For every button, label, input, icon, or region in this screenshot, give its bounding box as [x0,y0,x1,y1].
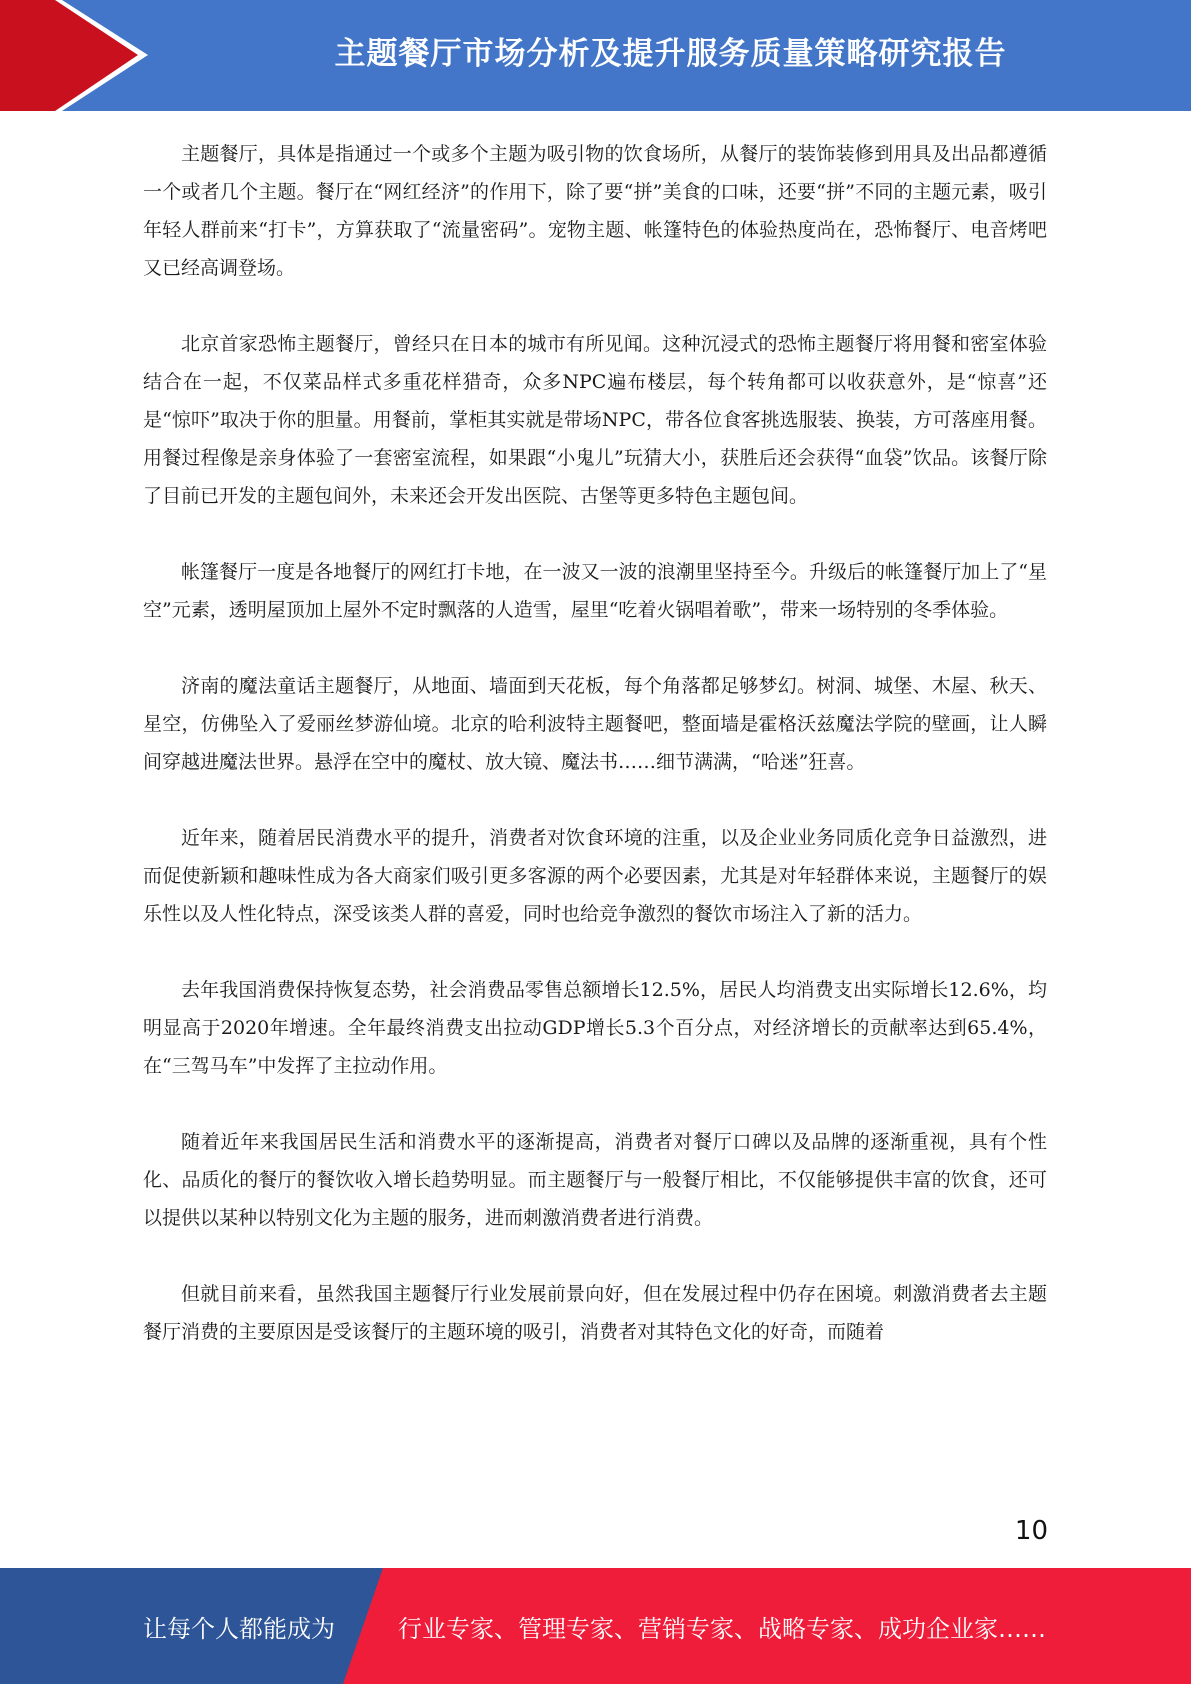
paragraph: 北京首家恐怖主题餐厅，曾经只在日本的城市有所见闻。这种沉浸式的恐怖主题餐厅将用餐和密室体验结合在一起，不仅菜品样式多重花样猎奇，众多NPC遍布楼层，每个转角都可以收获意外，是“惊喜”还是“惊吓”取决于你的胆量。用餐前，掌柜其实就是带场NPC，带各位食客挑选服装、换装，方可落座用餐。用餐过程像是亲身体验了一套密室流程，如果跟“小鬼儿”玩猜大小，获胜后还会获得“血袋”饮品。该餐厅除了目前已开发的主题包间外，未来还会开发出医院、古堡等更多特色主题包间。 [143,333,1047,507]
paragraph: 近年来，随着居民消费水平的提升，消费者对饮食环境的注重，以及企业业务同质化竞争日益激烈，进而促使新颖和趣味性成为各大商家们吸引更多客源的两个必要因素，尤其是对年轻群体来说，主题餐厅的娱乐性以及人性化特点，深受该类人群的喜爱，同时也给竞争激烈的餐饮市场注入了新的活力。 [143,827,1047,925]
footer-slogan-right: 行业专家、管理专家、营销专家、战略专家、成功企业家…… [398,1614,1046,1643]
paragraph: 主题餐厅，具体是指通过一个或多个主题为吸引物的饮食场所，从餐厅的装饰装修到用具及出品都遵循一个或者几个主题。餐厅在“网红经济”的作用下，除了要“拼”美食的口味，还要“拼”不同的主题元素，吸引年轻人群前来“打卡”，方算获取了“流量密码”。宠物主题、帐篷特色的体验热度尚在，恐怖餐厅、电音烤吧又已经高调登场。 [143,143,1047,279]
page-number: 10 [1014,1516,1048,1546]
paragraph: 帐篷餐厅一度是各地餐厅的网红打卡地，在一波又一波的浪潮里坚持至今。升级后的帐篷餐厅加上了“星空”元素，透明屋顶加上屋外不定时飘落的人造雪，屋里“吃着火锅唱着歌”，带来一场特别的冬季体验。 [143,561,1047,621]
paragraph: 济南的魔法童话主题餐厅，从地面、墙面到天花板，每个角落都足够梦幻。树洞、城堡、木屋、秋天、星空，仿佛坠入了爱丽丝梦游仙境。北京的哈利波特主题餐吧，整面墙是霍格沃兹魔法学院的壁画，让人瞬间穿越进魔法世界。悬浮在空中的魔杖、放大镜、魔法书……细节满满，“哈迷”狂喜。 [143,675,1047,773]
page-header [0,0,1191,111]
footer-slogan-left: 让每个人都能成为 [143,1614,335,1643]
paragraph: 随着近年来我国居民生活和消费水平的逐渐提高，消费者对餐厅口碑以及品牌的逐渐重视，具有个性化、品质化的餐厅的餐饮收入增长趋势明显。而主题餐厅与一般餐厅相比，不仅能够提供丰富的饮食，还可以提供以某种以特别文化为主题的服务，进而刺激消费者进行消费。 [143,1131,1047,1229]
paragraph: 但就目前来看，虽然我国主题餐厅行业发展前景向好，但在发展过程中仍存在困境。刺激消费者去主题餐厅消费的主要原因是受该餐厅的主题环境的吸引，消费者对其特色文化的好奇，而随着 [143,1283,1047,1343]
body-text [143,135,1047,1389]
document-title: 主题餐厅市场分析及提升服务质量策略研究报告 [334,35,1007,72]
page-footer [0,1568,1191,1684]
paragraph: 去年我国消费保持恢复态势，社会消费品零售总额增长12.5%，居民人均消费支出实际增长12.6%，均明显高于2020年增速。全年最终消费支出拉动GDP增长5.3个百分点，对经济增长的贡献率达到65.4%，在“三驾马车”中发挥了主拉动作用。 [143,979,1047,1077]
